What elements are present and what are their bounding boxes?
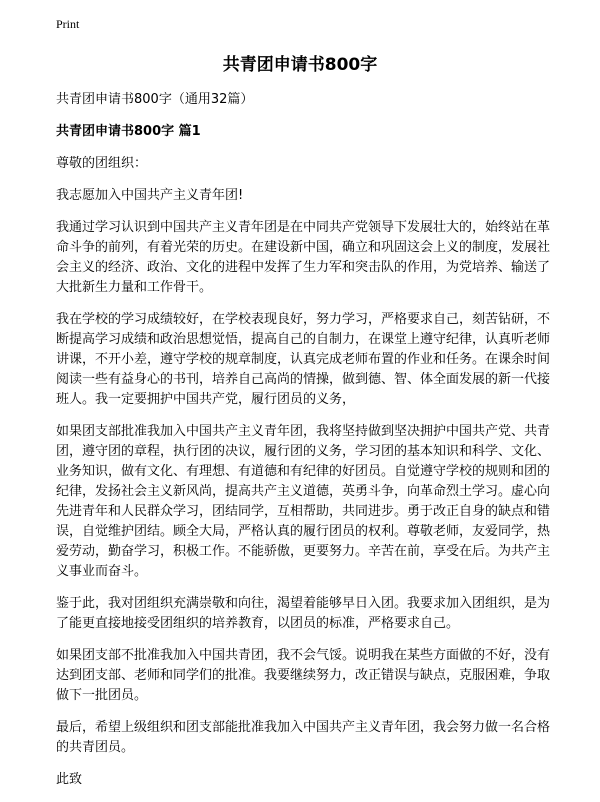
section-heading: 共青团申请书800字 篇1 (56, 124, 201, 139)
salutation: 尊敬的团组织： (56, 156, 148, 171)
page-title: 共青团申请书800字 (222, 55, 378, 75)
paragraph-aspiration: 鉴于此，我对团组织充满崇敬和向往，渴望着能够早日入团。我要求加入团组织，是为了能更直接地接受团组织的培养教育，以团员的标准，严格要求自己。 (56, 596, 551, 631)
paragraph-understanding: 我通过学习认识到中国共产主义青年团是在中同共产党领导下发展壮大的，始终站在革命斗争的前列，有着光荣的历史。在建设新中国，确立和巩固这会上义的制度，发展社会主义的经济、政治、文化的进程中发挥了生力军和突击队的作用，为党培养、输送了大批新生力量和工作骨干。 (56, 220, 551, 295)
document-body (56, 90, 550, 802)
document-subtitle: 共青团申请书800字（通用32篇） (56, 92, 254, 107)
paragraph-if-rejected: 如果团支部不批准我加入中国共青团，我不会气馁。说明我在某些方面做的不好，没有达到团支部、老师和同学们的批准。我要继续努力，改正错误与缺点，克服困难，争取做下一批团员。 (56, 648, 551, 703)
paragraph-commitments: 如果团支部批准我加入中国共产主义青年团，我将坚持做到坚决拥护中国共产党、共青团，遵守团的章程，执行团的决议，履行团的义务，学习团的基本知识和科学、文化、业务知识，做有文化、有理想、有道德和有纪律的好团员。自觉遵守学校的规则和团的纪律，发扬社会主义新风尚，提高共产主义道德，英勇斗争，向革命烈土学习。虚心向先进青年和人民群众学习，团结同学，互相帮助，共同进步。勇于改正自身的缺点和错误，自觉维护团结。顾全大局，严格认真的履行团员的权利。尊敬老师，友爱同学，热爱劳动，勤奋学习，积极工作。不能骄傲，更要努力。辛苦在前，享受在后。为共产主义事业而奋斗。 (56, 424, 551, 579)
print-link[interactable]: Print (56, 17, 80, 31)
paragraph-pledge: 我志愿加入中国共产主义青年团! (56, 188, 244, 203)
paragraph-school-performance: 我在学校的学习成绩较好，在学校表现良好，努力学习，严格要求自己，刻苦钻研，不断提高学习成绩和政治思想觉悟，提高自己的自制力，在课堂上遵守纪律，认真听老师讲课，不开小差，遵守学校的规章制度，认真完成老师布置的作业和任务。在课余时间阅读一些有益身心的书刊，培养自己高尚的情操，做到德、智、体全面发展的新一代接班人。我一定要拥护中国共产党，履行团员的义务， (56, 312, 551, 407)
closing: 此致 (56, 772, 83, 787)
paragraph-conclusion: 最后，希望上级组织和团支部能批准我加入中国共产主义青年团，我会努力做一名合格的共青团员。 (56, 720, 551, 755)
